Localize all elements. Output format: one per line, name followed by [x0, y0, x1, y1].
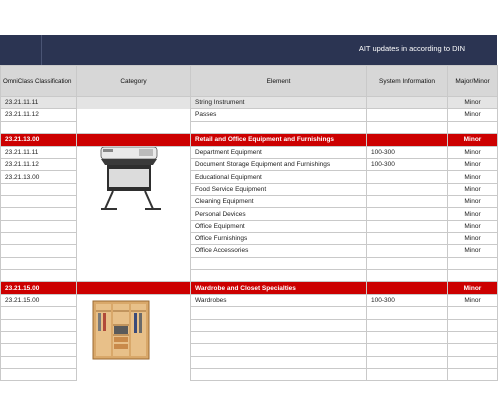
empty-cell[interactable]	[1, 356, 77, 368]
section-row-wardrobe	[1, 282, 498, 295]
empty-cell[interactable]	[191, 269, 367, 281]
code-cell[interactable]	[1, 232, 77, 244]
element-cell[interactable]: Passes	[191, 109, 367, 121]
code-cell[interactable]	[1, 245, 77, 257]
element-cell[interactable]: Cleaning Equipment	[191, 196, 367, 208]
empty-cell[interactable]	[367, 257, 448, 269]
element-cell[interactable]: Document Storage Equipment and Furnishings	[191, 159, 367, 171]
section-system-cell[interactable]	[367, 282, 448, 295]
category-image-cell[interactable]	[77, 146, 191, 257]
category-image-cell[interactable]	[77, 295, 191, 381]
section-category-cell[interactable]	[77, 282, 191, 295]
level-cell[interactable]: Minor	[448, 97, 498, 109]
level-cell[interactable]: Minor	[448, 159, 498, 171]
system-cell[interactable]: 100-300	[367, 295, 448, 307]
level-cell[interactable]: Minor	[448, 245, 498, 257]
empty-cell[interactable]	[1, 344, 77, 356]
level-cell[interactable]: Minor	[448, 208, 498, 220]
system-cell[interactable]	[367, 183, 448, 195]
category-cell[interactable]	[77, 97, 191, 109]
section-code[interactable]: 23.21.13.00	[1, 133, 77, 146]
empty-cell[interactable]	[191, 356, 367, 368]
header-omniclass[interactable]: OmniClass Classification	[1, 66, 77, 97]
wardrobe-image	[91, 299, 151, 361]
header-category[interactable]: Category	[77, 66, 191, 97]
empty-cell[interactable]	[448, 344, 498, 356]
code-cell[interactable]: 23.21.13.00	[1, 171, 77, 183]
empty-cell[interactable]	[77, 269, 191, 281]
table-row	[1, 245, 498, 257]
empty-cell[interactable]	[448, 269, 498, 281]
empty-cell[interactable]	[448, 356, 498, 368]
system-cell[interactable]	[367, 245, 448, 257]
empty-cell[interactable]	[367, 332, 448, 344]
section-system-cell[interactable]	[367, 133, 448, 146]
system-cell[interactable]: 100-300	[367, 146, 448, 158]
header-system-information[interactable]: System Information	[367, 66, 448, 97]
system-cell[interactable]: 100-300	[367, 159, 448, 171]
code-cell[interactable]: 23.21.11.12	[1, 109, 77, 121]
empty-cell[interactable]	[1, 121, 77, 133]
level-cell[interactable]: Minor	[448, 295, 498, 307]
empty-cell[interactable]	[367, 307, 448, 319]
element-cell[interactable]: Office Furnishings	[191, 232, 367, 244]
table-row	[1, 171, 498, 183]
level-cell[interactable]: Minor	[448, 109, 498, 121]
section-code[interactable]: 23.21.15.00	[1, 282, 77, 295]
empty-cell[interactable]	[367, 356, 448, 368]
system-cell[interactable]	[367, 196, 448, 208]
code-cell[interactable]	[1, 183, 77, 195]
element-cell[interactable]: Department Equipment	[191, 146, 367, 158]
empty-cell[interactable]	[448, 121, 498, 133]
code-cell[interactable]: 23.21.11.11	[1, 146, 77, 158]
table-row	[1, 232, 498, 244]
code-cell[interactable]	[1, 220, 77, 232]
table-row	[1, 196, 498, 208]
element-cell[interactable]: Educational Equipment	[191, 171, 367, 183]
table-row	[1, 295, 498, 307]
system-cell[interactable]	[367, 232, 448, 244]
section-category-cell[interactable]	[77, 133, 191, 146]
element-cell[interactable]: String Instrument	[191, 97, 367, 109]
table-row	[1, 146, 498, 158]
banner-title: AIT updates in according to DIN	[358, 44, 465, 53]
section-row-retail-office	[1, 133, 498, 146]
system-cell[interactable]	[367, 171, 448, 183]
level-cell[interactable]: Minor	[448, 171, 498, 183]
spreadsheet	[0, 35, 497, 381]
empty-row	[1, 121, 498, 133]
level-cell[interactable]: Minor	[448, 146, 498, 158]
empty-cell[interactable]	[191, 344, 367, 356]
empty-cell[interactable]	[1, 269, 77, 281]
section-level[interactable]: Minor	[448, 282, 498, 295]
empty-cell[interactable]	[448, 257, 498, 269]
empty-cell[interactable]	[77, 257, 191, 269]
empty-row	[1, 368, 498, 380]
header-major-minor[interactable]: Major/Minor	[448, 66, 498, 97]
level-cell[interactable]: Minor	[448, 183, 498, 195]
empty-cell[interactable]	[77, 121, 191, 133]
section-level[interactable]: Minor	[448, 133, 498, 146]
empty-cell[interactable]	[1, 319, 77, 331]
section-title[interactable]: Retail and Office Equipment and Furnishings	[191, 133, 367, 146]
empty-row	[1, 356, 498, 368]
table-row	[1, 159, 498, 171]
empty-cell[interactable]	[448, 307, 498, 319]
empty-cell[interactable]	[448, 319, 498, 331]
empty-cell[interactable]	[1, 368, 77, 380]
level-cell[interactable]: Minor	[448, 220, 498, 232]
empty-cell[interactable]	[1, 307, 77, 319]
code-cell[interactable]	[1, 196, 77, 208]
empty-row	[1, 307, 498, 319]
empty-cell[interactable]	[191, 319, 367, 331]
classification-table	[0, 65, 498, 381]
element-cell[interactable]: Office Equipment	[191, 220, 367, 232]
header-banner	[0, 35, 497, 65]
system-cell[interactable]	[367, 208, 448, 220]
element-cell[interactable]: Personal Devices	[191, 208, 367, 220]
element-cell[interactable]: Wardrobes	[191, 295, 367, 307]
system-cell[interactable]	[367, 220, 448, 232]
system-cell[interactable]	[367, 97, 448, 109]
empty-cell[interactable]	[448, 368, 498, 380]
empty-cell[interactable]	[1, 257, 77, 269]
element-cell[interactable]: Office Accessories	[191, 245, 367, 257]
table-row	[1, 208, 498, 220]
empty-row	[1, 319, 498, 331]
empty-cell[interactable]	[367, 319, 448, 331]
empty-cell[interactable]	[367, 121, 448, 133]
table-row	[1, 220, 498, 232]
table-row	[1, 183, 498, 195]
empty-row	[1, 269, 498, 281]
level-cell[interactable]: Minor	[448, 196, 498, 208]
empty-cell[interactable]	[367, 368, 448, 380]
category-cell[interactable]	[77, 109, 191, 121]
empty-row	[1, 257, 498, 269]
column-header-row	[1, 66, 498, 97]
banner-corner-cell	[0, 35, 42, 65]
table-row	[1, 97, 498, 109]
empty-cell[interactable]	[367, 269, 448, 281]
empty-cell[interactable]	[191, 307, 367, 319]
empty-cell[interactable]	[191, 368, 367, 380]
empty-cell[interactable]	[191, 121, 367, 133]
empty-cell[interactable]	[448, 332, 498, 344]
code-cell[interactable]: 23.21.11.12	[1, 159, 77, 171]
empty-cell[interactable]	[191, 257, 367, 269]
header-element[interactable]: Element	[191, 66, 367, 97]
code-cell[interactable]: 23.21.11.11	[1, 97, 77, 109]
level-cell[interactable]: Minor	[448, 232, 498, 244]
code-cell[interactable]	[1, 208, 77, 220]
empty-row	[1, 332, 498, 344]
printer-image	[95, 146, 167, 213]
table-row	[1, 109, 498, 121]
empty-cell[interactable]	[1, 332, 77, 344]
code-cell[interactable]: 23.21.15.00	[1, 295, 77, 307]
empty-row	[1, 344, 498, 356]
section-title[interactable]: Wardrobe and Closet Specialties	[191, 282, 367, 295]
empty-cell[interactable]	[367, 344, 448, 356]
empty-cell[interactable]	[191, 332, 367, 344]
system-cell[interactable]	[367, 109, 448, 121]
element-cell[interactable]: Food Service Equipment	[191, 183, 367, 195]
